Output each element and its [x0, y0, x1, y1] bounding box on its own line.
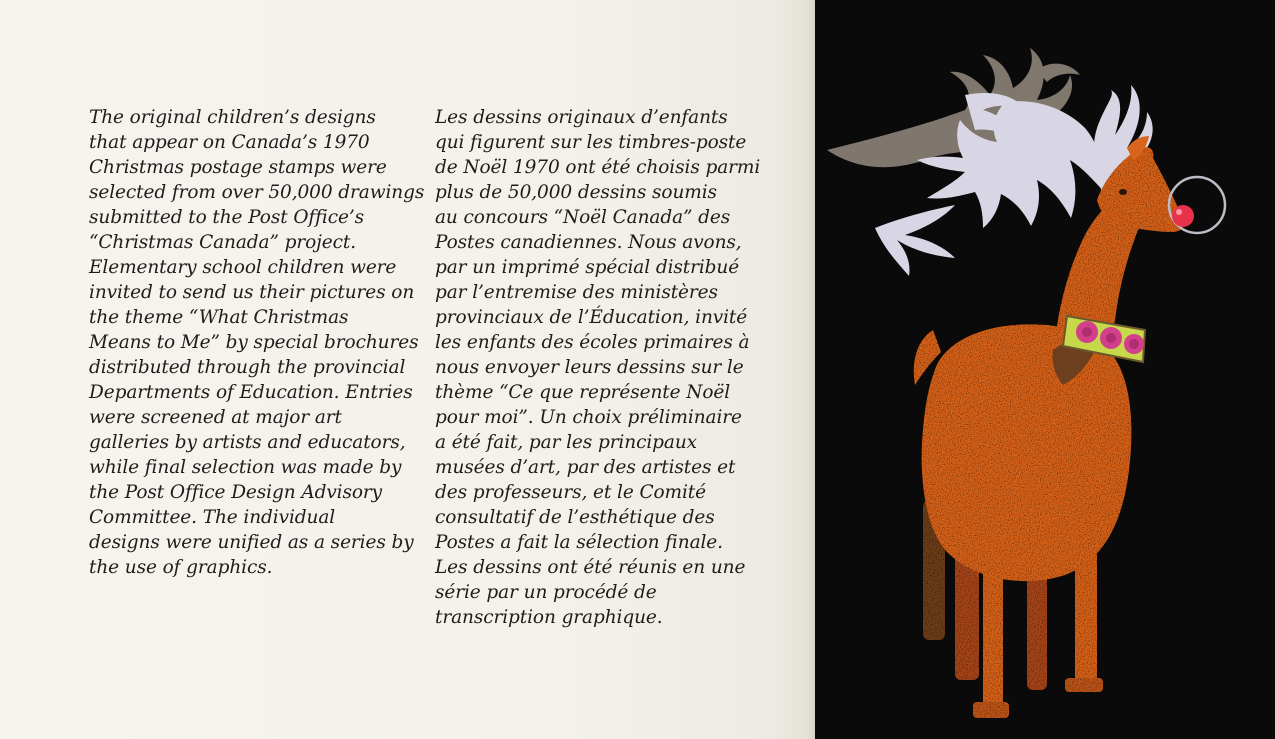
reindeer-eye	[1119, 189, 1127, 195]
french-text-line: par un imprimé spécial distribué	[435, 257, 740, 278]
red-nose	[1172, 205, 1194, 227]
english-text-line: were screened at major art	[89, 407, 342, 428]
french-text-line: de Noël 1970 ont été choisis parmi	[435, 157, 761, 178]
english-text-line: submitted to the Post Office’s	[89, 207, 364, 228]
english-text-line: selected from over 50,000 drawings	[89, 182, 425, 203]
french-text-line: par l’entremise des ministères	[435, 282, 718, 303]
reindeer-illustration	[815, 0, 1275, 739]
french-text-line: Les dessins originaux d’enfants	[435, 107, 728, 128]
french-text-line: au concours “Noël Canada” des	[435, 207, 731, 228]
english-text-line: designs were unified as a series by	[89, 532, 414, 553]
french-text-line: musées d’art, par des artistes et	[435, 457, 736, 478]
english-text-line: Means to Me” by special brochures	[89, 332, 419, 353]
french-text-line: nous envoyer leurs dessins sur le	[435, 357, 744, 378]
english-text-line: galleries by artists and educators,	[89, 432, 406, 453]
french-text-line: thème “Ce que représente Noël	[435, 382, 731, 403]
french-text-line: des professeurs, et le Comité	[435, 482, 706, 503]
english-text-line: the use of graphics.	[89, 557, 273, 578]
english-text-line: the Post Office Design Advisory	[89, 482, 383, 503]
english-text-line: The original children’s designs	[89, 107, 376, 128]
french-text-line: qui figurent sur les timbres-poste	[435, 132, 747, 153]
english-text-line: Committee. The individual	[89, 507, 336, 528]
french-text-line: série par un procédé de	[435, 582, 657, 603]
french-text-column	[435, 105, 760, 630]
english-text-line: Christmas postage stamps were	[89, 157, 387, 178]
english-text-line: “Christmas Canada” project.	[89, 232, 356, 253]
french-text-line: pour moi”. Un choix préliminaire	[435, 407, 742, 428]
english-text-line: Elementary school children were	[89, 257, 397, 278]
artwork-panel	[815, 0, 1275, 739]
english-text-line: invited to send us their pictures on	[89, 282, 415, 303]
french-text-line: plus de 50,000 dessins soumis	[435, 182, 717, 203]
french-text-line: a été fait, par les principaux	[435, 432, 697, 453]
french-text-line: Postes a fait la sélection finale.	[435, 532, 723, 553]
english-text-line: the theme “What Christmas	[89, 307, 349, 328]
french-text-line: les enfants des écoles primaires à	[435, 332, 750, 353]
french-text-line: Les dessins ont été réunis en une	[435, 557, 746, 578]
french-text-line: consultatif de l’esthétique des	[435, 507, 715, 528]
english-text-column	[89, 105, 424, 580]
french-text-line: Postes canadiennes. Nous avons,	[435, 232, 742, 253]
french-text-line: provinciaux de l’Éducation, invité	[435, 307, 748, 328]
english-text-line: while final selection was made by	[89, 457, 402, 478]
french-text-line: transcription graphique.	[435, 607, 663, 628]
english-text-line: distributed through the provincial	[89, 357, 406, 378]
english-text-line: Departments of Education. Entries	[89, 382, 413, 403]
english-text-line: that appear on Canada’s 1970	[89, 132, 370, 153]
